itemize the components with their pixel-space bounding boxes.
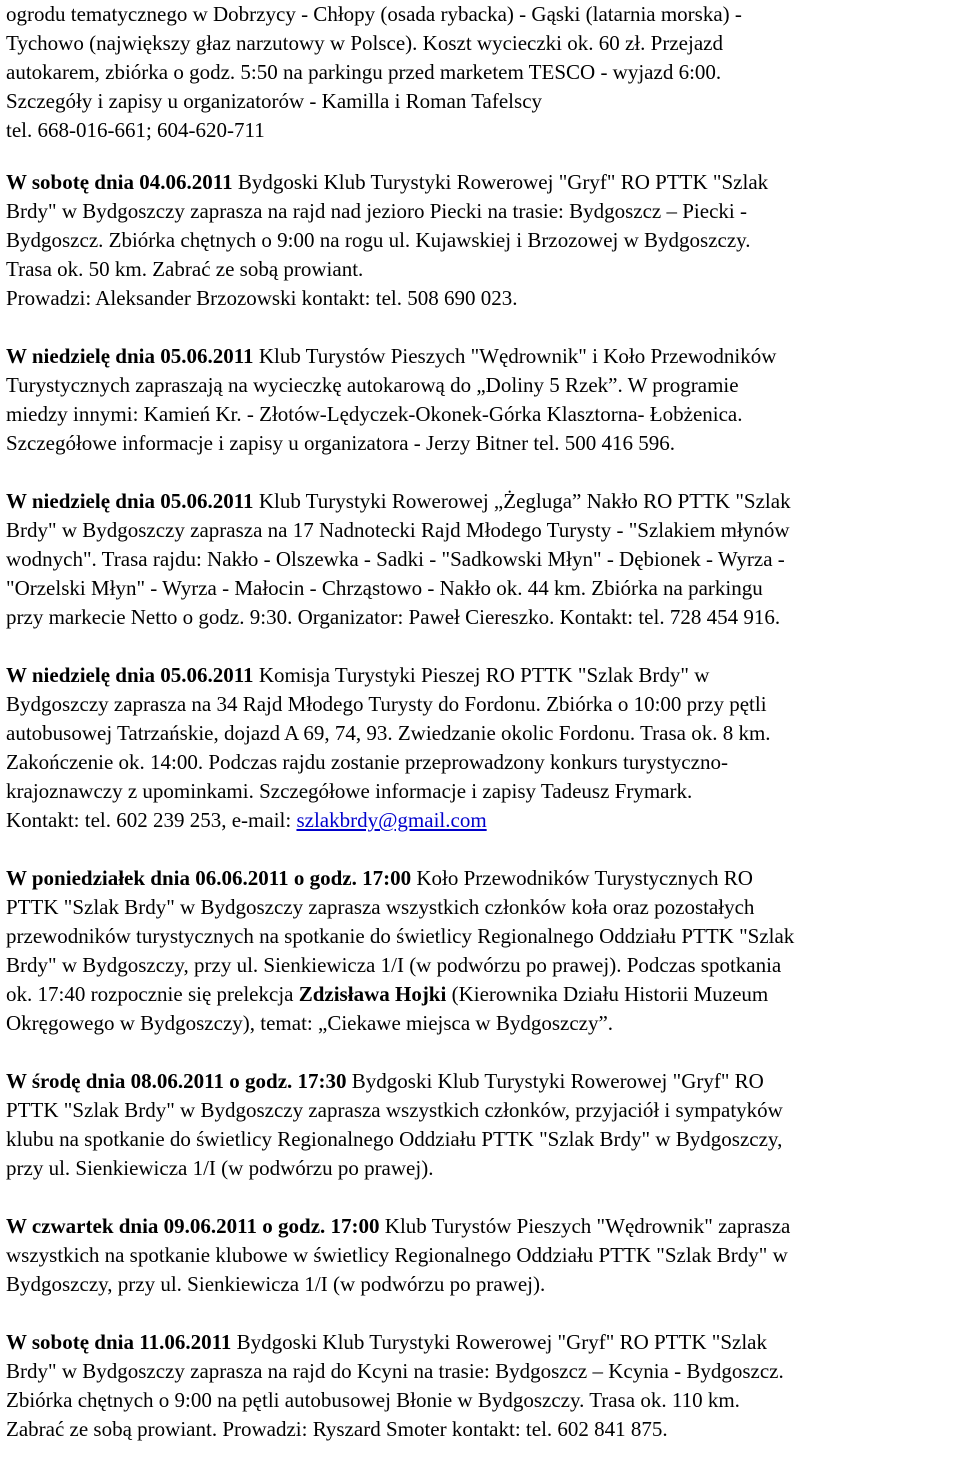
body-text: PTTK "Szlak Brdy" w Bydgoszczy zaprasza wszystkich członków koła oraz pozostałych [6, 895, 755, 919]
event-date-heading: W niedzielę dnia 05.06.2011 [6, 489, 254, 513]
text-line [6, 1241, 951, 1270]
text-line [6, 1270, 951, 1299]
body-text: Brdy" w Bydgoszczy zaprasza na rajd nad jezioro Piecki na trasie: Bydgoszcz – Piecki - [6, 199, 747, 223]
text-line [6, 0, 951, 29]
announcement-sun-0506-a [6, 342, 951, 458]
body-text: ogrodu tematycznego w Dobrzycy - Chłopy (osada rybacka) - Gąski (latarnia morska) - [6, 2, 742, 26]
text-line [6, 545, 951, 574]
announcement-intro [6, 0, 951, 145]
announcement-sun-0506-b [6, 487, 951, 632]
text-line [6, 1415, 951, 1444]
announcement-document [6, 0, 951, 1473]
body-text: Kontakt: tel. 602 239 253, e-mail: [6, 808, 297, 832]
event-date-heading: W sobotę dnia 04.06.2011 [6, 170, 233, 194]
email-link[interactable]: szlakbrdy@gmail.com [296, 808, 487, 832]
body-text: przy ul. Sienkiewicza 1/I (w podwórzu po prawej). [6, 1156, 434, 1180]
text-line [6, 893, 951, 922]
text-line [6, 1009, 951, 1038]
text-line [6, 371, 951, 400]
text-line [6, 1125, 951, 1154]
text-line [6, 748, 951, 777]
announcement-wed-0806 [6, 1067, 951, 1183]
body-text: Bydgoski Klub Turystyki Rowerowej "Gryf" RO PTTK "Szlak [232, 170, 769, 194]
text-line [6, 197, 951, 226]
event-date-heading: W środę dnia 08.06.2011 o godz. 17:30 [6, 1069, 347, 1093]
body-text: Brdy" w Bydgoszczy, przy ul. Sienkiewicza 1/I (w podwórzu po prawej). Podczas spotkania [6, 953, 782, 977]
text-line [6, 690, 951, 719]
body-text: wszystkich na spotkanie klubowe w świetlicy Regionalnego Oddziału PTTK "Szlak Brdy" w [6, 1243, 788, 1267]
body-text: Zabrać ze sobą prowiant. Prowadzi: Ryszard Smoter kontakt: tel. 602 841 875. [6, 1417, 668, 1441]
announcement-sat-1106 [6, 1328, 951, 1444]
body-text: Tychowo (największy głaz narzutowy w Polsce). Koszt wycieczki ok. 60 zł. Przejazd [6, 31, 723, 55]
body-text: Bydgoszczy, przy ul. Sienkiewicza 1/I (w podwórzu po prawej). [6, 1272, 546, 1296]
announcement-sat-0406 [6, 168, 951, 313]
announcement-thu-0906 [6, 1212, 951, 1299]
body-text: Szczegółowe informacje i zapisy u organizatora - Jerzy Bitner tel. 500 416 596. [6, 431, 676, 455]
text-line [6, 1067, 951, 1096]
text-line [6, 116, 951, 145]
body-text: Zbiórka chętnych o 9:00 na pętli autobusowej Błonie w Bydgoszczy. Trasa ok. 110 km. [6, 1388, 740, 1412]
body-text: Brdy" w Bydgoszczy zaprasza na 17 Nadnotecki Rajd Młodego Turysty - "Szlakiem młynów [6, 518, 790, 542]
body-text: klubu na spotkanie do świetlicy Regionalnego Oddziału PTTK "Szlak Brdy" w Bydgoszczy, [6, 1127, 783, 1151]
event-date-heading: W poniedziałek dnia 06.06.2011 o godz. 17:00 [6, 866, 412, 890]
body-text: PTTK "Szlak Brdy" w Bydgoszczy zaprasza wszystkich członków, przyjaciół i sympatyków [6, 1098, 783, 1122]
text-line [6, 922, 951, 951]
text-line [6, 1154, 951, 1183]
text-line [6, 1386, 951, 1415]
text-line [6, 400, 951, 429]
text-line [6, 1328, 951, 1357]
body-text: Bydgoski Klub Turystyki Rowerowej "Gryf" RO [346, 1069, 764, 1093]
body-text: Klub Turystyki Rowerowej „Żegluga” Nakło RO PTTK "Szlak [253, 489, 791, 513]
text-line [6, 1212, 951, 1241]
body-text: krajoznawczy z upominkami. Szczegółowe informacje i zapisy Tadeusz Frymark. [6, 779, 693, 803]
text-line [6, 603, 951, 632]
body-text: Okręgowego w Bydgoszczy), temat: „Ciekawe miejsca w Bydgoszczy”. [6, 1011, 614, 1035]
body-text: autokarem, zbiórka o godz. 5:50 na parkingu przed marketem TESCO - wyjazd 6:00. [6, 60, 722, 84]
text-line [6, 574, 951, 603]
text-line [6, 1096, 951, 1125]
body-text: Zakończenie ok. 14:00. Podczas rajdu zostanie przeprowadzony konkurs turystyczno- [6, 750, 728, 774]
body-text: miedzy innymi: Kamień Kr. - Złotów-Lędyczek-Okonek-Górka Klasztorna- Łobżenica. [6, 402, 743, 426]
body-text: przewodników turystycznych na spotkanie do świetlicy Regionalnego Oddziału PTTK "Szlak [6, 924, 795, 948]
speaker-name: Zdzisława Hojki [298, 982, 447, 1006]
event-date-heading: W niedzielę dnia 05.06.2011 [6, 344, 254, 368]
text-line [6, 806, 951, 835]
text-line [6, 777, 951, 806]
body-text: Koło Przewodników Turystycznych RO [411, 866, 753, 890]
event-date-heading: W czwartek dnia 09.06.2011 o godz. 17:00 [6, 1214, 380, 1238]
body-text: tel. 668-016-661; 604-620-711 [6, 118, 265, 142]
body-text: Trasa ok. 50 km. Zabrać ze sobą prowiant. [6, 257, 364, 281]
text-line [6, 1357, 951, 1386]
body-text: przy markecie Netto o godz. 9:30. Organizator: Paweł Ciereszko. Kontakt: tel. 728 454 916. [6, 605, 781, 629]
text-line [6, 29, 951, 58]
text-line [6, 58, 951, 87]
text-line [6, 980, 951, 1009]
text-line [6, 429, 951, 458]
body-text: wodnych". Trasa rajdu: Nakło - Olszewka - Sadki - "Sadkowski Młyn" - Dębionek - Wyrza - [6, 547, 785, 571]
body-text: Szczegóły i zapisy u organizatorów - Kamilla i Roman Tafelscy [6, 89, 543, 113]
body-text: (Kierownika Działu Historii Muzeum [446, 982, 769, 1006]
body-text: Komisja Turystyki Pieszej RO PTTK "Szlak Brdy" w [253, 663, 710, 687]
body-text: Turystycznych zapraszają na wycieczkę autokarową do „Doliny 5 Rzek”. W programie [6, 373, 739, 397]
text-line [6, 342, 951, 371]
text-line [6, 516, 951, 545]
body-text: Brdy" w Bydgoszczy zaprasza na rajd do Kcyni na trasie: Bydgoszcz – Kcynia - Bydgoszcz. [6, 1359, 784, 1383]
body-text: Bydgoszcz. Zbiórka chętnych o 9:00 na rogu ul. Kujawskiej i Brzozowej w Bydgoszczy. [6, 228, 751, 252]
body-text: Klub Turystów Pieszych "Wędrownik" zaprasza [379, 1214, 791, 1238]
text-line [6, 168, 951, 197]
announcement-mon-0606 [6, 864, 951, 1038]
text-line [6, 864, 951, 893]
body-text: autobusowej Tatrzańskie, dojazd A 69, 74, 93. Zwiedzanie okolic Fordonu. Trasa ok. 8 km. [6, 721, 771, 745]
body-text: ok. 17:40 rozpocznie się prelekcja [6, 982, 299, 1006]
body-text: "Orzelski Młyn" - Wyrza - Małocin - Chrząstowo - Nakło ok. 44 km. Zbiórka na parkingu [6, 576, 763, 600]
body-text: Prowadzi: Aleksander Brzozowski kontakt: tel. 508 690 023. [6, 286, 518, 310]
text-line [6, 719, 951, 748]
text-line [6, 87, 951, 116]
announcement-sun-0506-c [6, 661, 951, 835]
text-line [6, 255, 951, 284]
text-line [6, 284, 951, 313]
text-line [6, 226, 951, 255]
text-line [6, 951, 951, 980]
body-text: Klub Turystów Pieszych "Wędrownik" i Koło Przewodników [253, 344, 777, 368]
text-line [6, 661, 951, 690]
body-text: Bydgoski Klub Turystyki Rowerowej "Gryf" RO PTTK "Szlak [231, 1330, 767, 1354]
event-date-heading: W sobotę dnia 11.06.2011 [6, 1330, 232, 1354]
text-line [6, 487, 951, 516]
body-text: Bydgoszczy zaprasza na 34 Rajd Młodego Turysty do Fordonu. Zbiórka o 10:00 przy pętli [6, 692, 767, 716]
event-date-heading: W niedzielę dnia 05.06.2011 [6, 663, 254, 687]
